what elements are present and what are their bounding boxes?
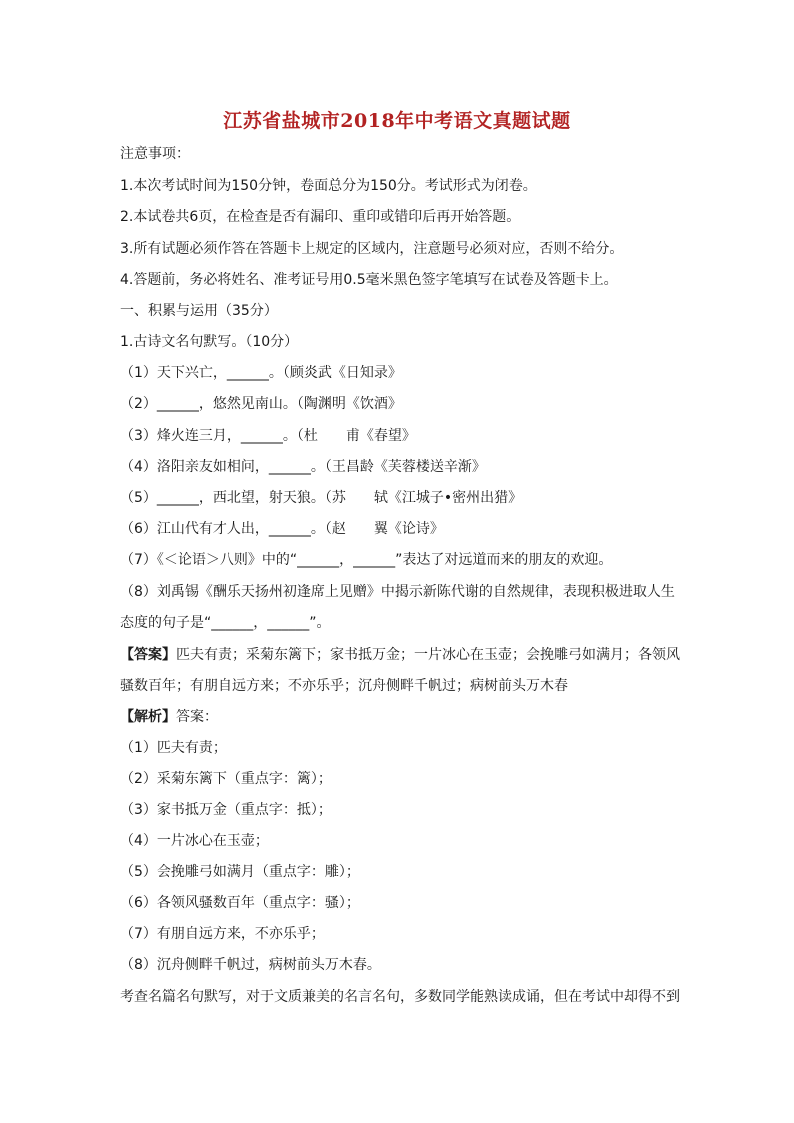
analysis-item: （5）会挽雕弓如满月（重点字：雕）； <box>120 864 360 880</box>
notice-heading: 注意事项： <box>120 146 190 162</box>
notice-item: 4.答题前，务必将姓名、准考证号用0.5毫米黑色签字笔填写在试卷及答题卡上。 <box>120 272 618 288</box>
question-item: （6）江山代有才人出，______。（赵 翼《论诗》 <box>120 521 444 537</box>
notice-item: 2.本试卷共6页，在检查是否有漏印、重印或错印后再开始答题。 <box>120 209 521 225</box>
section-heading: 一、积累与运用（35分） <box>120 303 278 319</box>
analysis-label: 【解析】 <box>120 709 176 725</box>
analysis-intro: 答案： <box>176 709 218 725</box>
analysis-item: （2）采菊东篱下（重点字：篱）； <box>120 771 332 787</box>
answer-text-cont: 骚数百年；有朋自远方来；不亦乐乎；沉舟侧畔千帆过；病树前头万木春 <box>120 678 568 694</box>
answer-text: 匹夫有责；采菊东篱下；家书抵万金；一片冰心在玉壶；会挽雕弓如满月；各领风 <box>176 647 680 663</box>
analysis-item: （6）各领风骚数百年（重点字：骚）； <box>120 895 360 911</box>
answer-line <box>120 646 680 664</box>
question-item: （4）洛阳亲友如相问，______。（王昌龄《芙蓉楼送辛渐》 <box>120 459 486 475</box>
analysis-line <box>120 708 218 726</box>
notice-item: 3.所有试题必须作答在答题卡上规定的区域内，注意题号必须对应，否则不给分。 <box>120 241 624 257</box>
question-item: （2）______，悠然见南山。（陶渊明《饮酒》 <box>120 396 402 412</box>
document-title: 江苏省盐城市2018年中考语文真题试题 <box>223 110 571 132</box>
question-item: （1）天下兴亡，______。（顾炎武《日知录》 <box>120 365 402 381</box>
analysis-closing: 考查名篇名句默写，对于文质兼美的名言名句，多数同学能熟读成诵，但在考试中却得不到 <box>120 989 680 1005</box>
analysis-item: （3）家书抵万金（重点字：抵）； <box>120 802 332 818</box>
analysis-item: （4）一片冰心在玉壶； <box>120 833 269 849</box>
analysis-item: （8）沉舟侧畔千帆过，病树前头万木春。 <box>120 957 381 973</box>
question-item: （7）《＜论语＞八则》中的“______，______”表达了对远道而来的朋友的欢迎。 <box>120 552 613 568</box>
question-item: （3）烽火连三月，______。（杜 甫《春望》 <box>120 428 416 444</box>
answer-label: 【答案】 <box>120 647 176 663</box>
notice-item: 1.本次考试时间为150分钟，卷面总分为150分。考试形式为闭卷。 <box>120 178 537 194</box>
question-item: 态度的句子是“______，______”。 <box>120 615 331 631</box>
analysis-item: （1）匹夫有责； <box>120 740 227 756</box>
question-stem: 1.古诗文名句默写。（10分） <box>120 334 299 350</box>
question-item: （8）刘禹锡《酬乐天扬州初逢席上见赠》中揭示新陈代谢的自然规律，表现积极进取人生 <box>120 584 675 600</box>
question-item: （5）______，西北望，射天狼。（苏 轼《江城子•密州出猎》 <box>120 490 523 506</box>
analysis-item: （7）有朋自远方来，不亦乐乎； <box>120 926 325 942</box>
